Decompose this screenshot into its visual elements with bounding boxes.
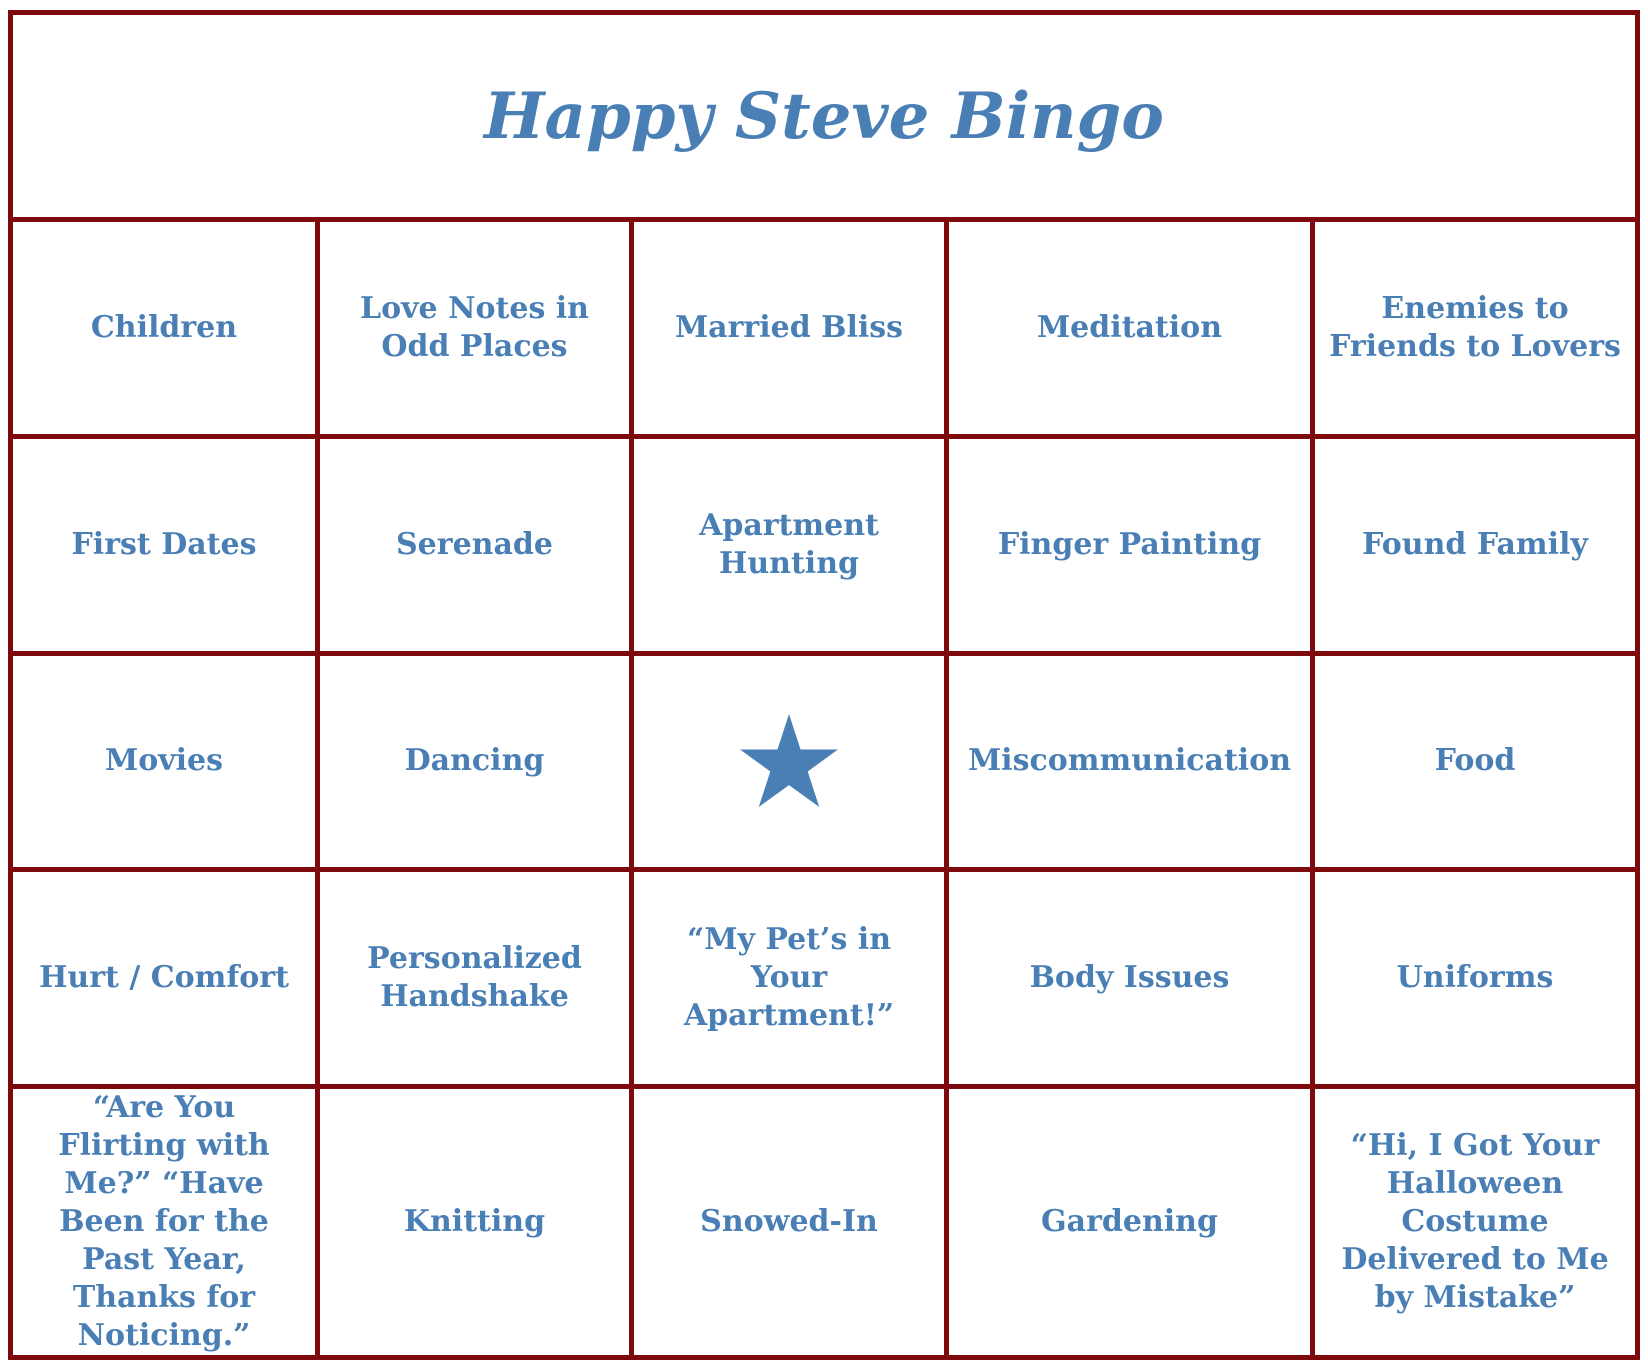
bingo-cell-label: Snowed-In <box>700 1204 878 1239</box>
bingo-cell-label: Food <box>1434 743 1516 779</box>
bingo-free-space[interactable] <box>634 656 949 873</box>
bingo-cell-label: “Are You Flirting with Me?” “Have Been for the Past Year, Thanks for Noticing.” <box>58 1090 270 1353</box>
bingo-cell-r5-c2[interactable] <box>320 1089 634 1355</box>
bingo-card <box>8 10 1640 1360</box>
bingo-cell-label: Found Family <box>1362 526 1588 562</box>
bingo-cell-label: Body Issues <box>1029 960 1230 996</box>
bingo-cell-r3-c1[interactable] <box>13 656 320 873</box>
bingo-cell-r3-c5[interactable] <box>1315 656 1635 873</box>
bingo-cell-label: Married Bliss <box>674 309 904 345</box>
bingo-cell-r1-c2[interactable] <box>320 222 634 439</box>
bingo-cell-r3-c2[interactable] <box>320 656 634 873</box>
bingo-cell-label: Meditation <box>1036 309 1223 345</box>
bingo-cell-label: Movies <box>104 743 224 779</box>
title-row <box>13 15 1635 222</box>
bingo-cell-r5-c3[interactable] <box>634 1089 949 1355</box>
bingo-cell-r1-c4[interactable] <box>949 222 1315 439</box>
bingo-grid <box>13 222 1635 1355</box>
bingo-cell-label: Miscommunication <box>967 743 1292 779</box>
bingo-cell-label: Enemies to Friends to Lovers <box>1329 290 1621 364</box>
bingo-cell-label: “Hi, I Got Your Halloween Costume Delivered to Me by Mistake” <box>1341 1128 1609 1315</box>
bingo-cell-r5-c4[interactable] <box>949 1089 1315 1355</box>
bingo-cell-r4-c5[interactable] <box>1315 872 1635 1089</box>
bingo-cell-r2-c2[interactable] <box>320 439 634 656</box>
bingo-cell-label: Gardening <box>1041 1204 1218 1239</box>
bingo-cell-r3-c4[interactable] <box>949 656 1315 873</box>
bingo-cell-label: “My Pet’s in Your Apartment!” <box>683 922 895 1034</box>
bingo-cell-r4-c2[interactable] <box>320 872 634 1089</box>
bingo-cell-r1-c5[interactable] <box>1315 222 1635 439</box>
bingo-cell-r2-c3[interactable] <box>634 439 949 656</box>
bingo-cell-r4-c4[interactable] <box>949 872 1315 1089</box>
bingo-cell-r2-c1[interactable] <box>13 439 320 656</box>
bingo-cell-r5-c1[interactable] <box>13 1089 320 1355</box>
bingo-title: Happy Steve Bingo <box>484 78 1164 154</box>
bingo-cell-r4-c1[interactable] <box>13 872 320 1089</box>
bingo-cell-label: Uniforms <box>1396 960 1554 996</box>
bingo-cell-r4-c3[interactable] <box>634 872 949 1089</box>
bingo-cell-r1-c3[interactable] <box>634 222 949 439</box>
bingo-cell-label: Knitting <box>403 1204 546 1239</box>
bingo-cell-label: Love Notes in Odd Places <box>360 290 589 364</box>
bingo-cell-label: First Dates <box>71 526 257 562</box>
bingo-cell-label: Personalized Handshake <box>367 941 582 1015</box>
bingo-cell-r2-c5[interactable] <box>1315 439 1635 656</box>
bingo-cell-label: Dancing <box>404 743 545 779</box>
bingo-cell-r2-c4[interactable] <box>949 439 1315 656</box>
bingo-cell-label: Apartment Hunting <box>699 507 879 581</box>
bingo-cell-label: Children <box>90 309 238 345</box>
bingo-cell-label: Finger Painting <box>997 526 1262 562</box>
bingo-cell-label: Serenade <box>396 526 553 562</box>
bingo-cell-r1-c1[interactable] <box>13 222 320 439</box>
bingo-cell-r5-c5[interactable] <box>1315 1089 1635 1355</box>
bingo-cell-label: Hurt / Comfort <box>39 960 289 996</box>
star-icon <box>740 714 838 808</box>
